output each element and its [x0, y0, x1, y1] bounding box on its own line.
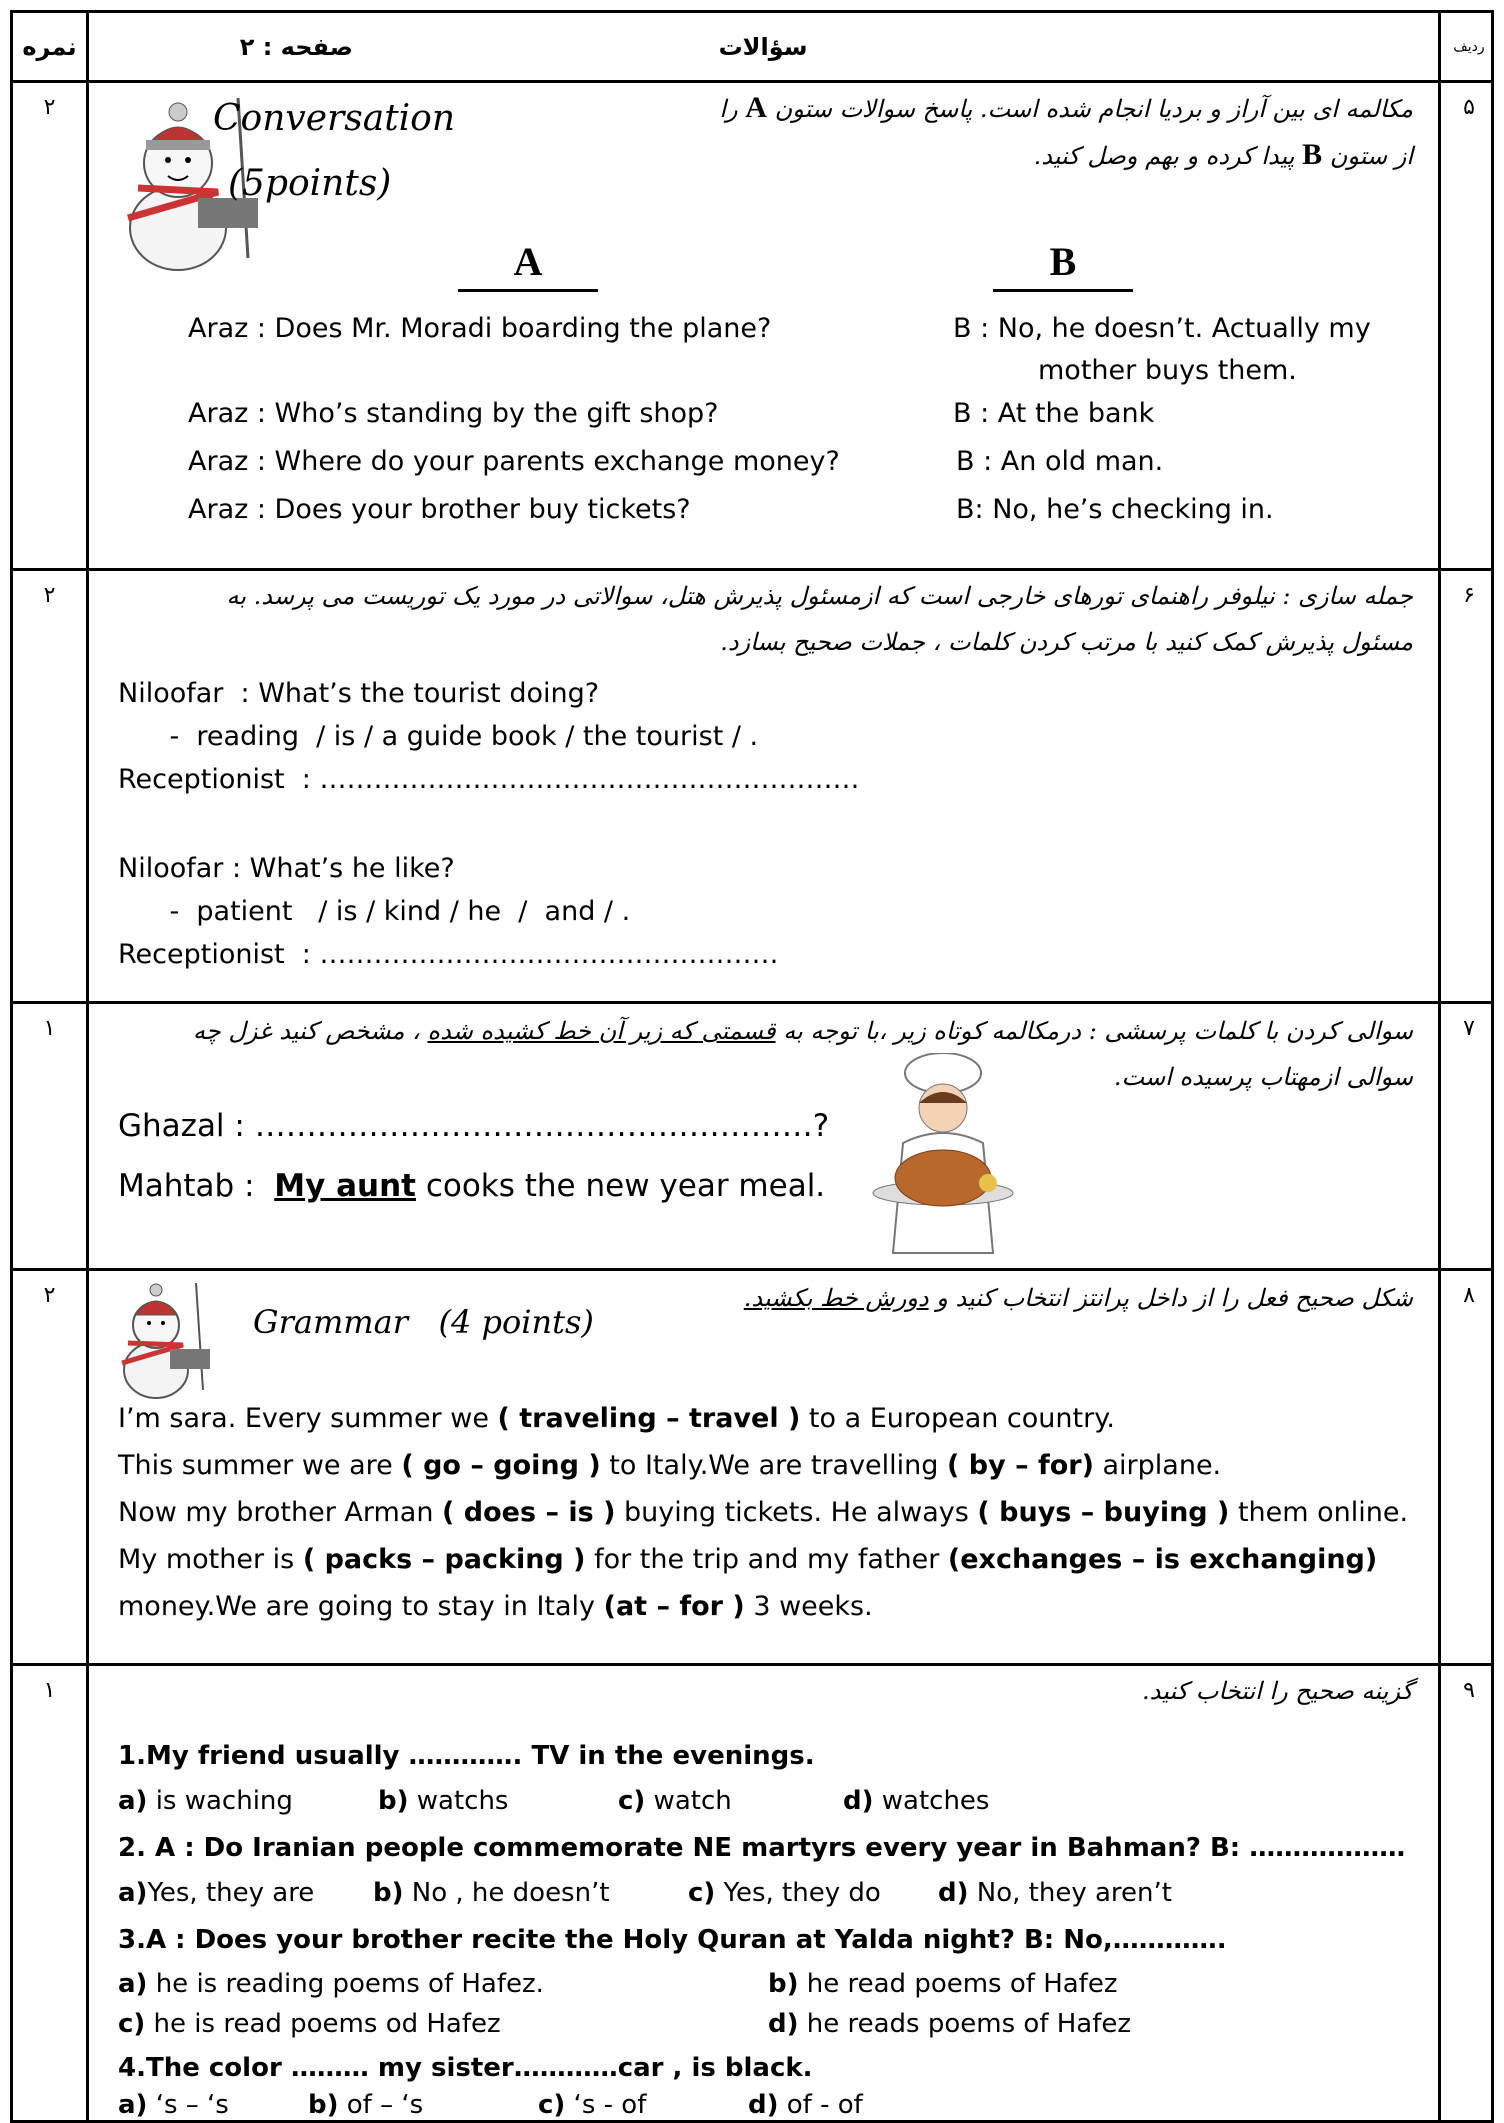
q8-instruction: شکل صحیح فعل را از داخل پرانتز انتخاب کنید و دورش خط بکشید.	[743, 1284, 1413, 1312]
column-a-heading: A	[458, 238, 598, 292]
score-header: نمره	[22, 32, 77, 61]
mcq-question: 1.My friend usually …………. TV in the evenings.	[118, 1741, 815, 1771]
column-b-item: B : At the bank	[953, 398, 1155, 429]
mcq-option[interactable]: d) No, they aren’t	[938, 1878, 1172, 1908]
mcq-option[interactable]: c) watch	[618, 1786, 732, 1816]
mcq-question: 4.The color ……… my sister…………car , is black.	[118, 2053, 813, 2083]
mcq-option[interactable]: d) of - of	[748, 2090, 863, 2120]
column-b-item: mother buys them.	[1038, 355, 1297, 386]
row-divider	[13, 568, 1491, 571]
mcq-option[interactable]: b) of – ‘s	[308, 2090, 424, 2120]
column-divider	[1438, 13, 1441, 2120]
q5-instruction: مکالمه ای بین آراز و بردیا انجام شده است. پاسخ سوالات ستون A را از ستون B پیدا کرده و بهم وصل کنید.	[719, 91, 1413, 171]
column-a-item: Araz : Does your brother buy tickets?	[188, 494, 691, 525]
q9-score: ۱	[43, 1678, 56, 1703]
mcq-option[interactable]: a) is waching	[118, 1786, 293, 1816]
mcq-option[interactable]: b) he read poems of Hafez	[768, 1969, 1118, 1999]
row-number-header: ردیف	[1453, 38, 1485, 55]
q9-instruction: گزینه صحیح را انتخاب کنید.	[1142, 1677, 1413, 1705]
mcq-option[interactable]: a) ‘s – ‘s	[118, 2090, 229, 2120]
q5-number: ۵	[1463, 95, 1475, 120]
mcq-option[interactable]: c) ‘s - of	[538, 2090, 647, 2120]
mcq-question: 3.A : Does your brother recite the Holy Quran at Yalda night? B: No,………….	[118, 1925, 1227, 1955]
q7-score: ۱	[43, 1016, 56, 1041]
q6-line: - patient / is / kind / he / and / .	[118, 896, 631, 927]
mcq-option[interactable]: d) watches	[843, 1786, 990, 1816]
mcq-option[interactable]: a)Yes, they are	[118, 1878, 315, 1908]
q6-line: Niloofar : What’s the tourist doing?	[118, 678, 600, 709]
q6-line: Niloofar : What’s he like?	[118, 853, 455, 884]
column-a-item: Araz : Who’s standing by the gift shop?	[188, 398, 719, 429]
mcq-option[interactable]: a) he is reading poems of Hafez.	[118, 1969, 544, 1999]
column-b-heading: B	[993, 238, 1133, 292]
q7-instruction: سوالی کردن با کلمات پرسشی : درمکالمه کوتاه زیر ،با توجه به قسمتی که زیر آن خط کشیده شده ، مشخص کنید غزل چه سوالی ازمهتاب پرسیده است.	[193, 1017, 1413, 1091]
page-number: صفحه : ۲	[239, 32, 353, 61]
column-b-item: B: No, he’s checking in.	[956, 494, 1274, 525]
mcq-option[interactable]: c) Yes, they do	[688, 1878, 881, 1908]
q6-line: - reading / is / a guide book / the tourist / .	[118, 721, 759, 752]
mahtab-answer: Mahtab : My aunt cooks the new year meal.	[118, 1168, 826, 1204]
grammar-line: My mother is ( packs – packing ) for the trip and my father (exchanges – is exchanging)	[118, 1544, 1378, 1575]
chef-illustration	[843, 1053, 1043, 1263]
grammar-line: Now my brother Arman ( does – is ) buying tickets. He always ( buys – buying ) them online.	[118, 1497, 1409, 1528]
q6-answer-line[interactable]: Receptionist : ……………………………………………	[118, 939, 779, 970]
q6-instruction: جمله سازی : نیلوفر راهنمای تورهای خارجی است که ازمسئول پذیرش هتل، سوالاتی در مورد یک توریست می پرسد. به مسئول پذیرش کمک کنید با مرتب کردن کلمات ، جملات صحیح بسازد.	[226, 582, 1413, 656]
row-divider	[13, 80, 1491, 83]
row-divider	[13, 1001, 1491, 1004]
column-a-item: Araz : Does Mr. Moradi boarding the plane?	[188, 313, 772, 344]
exam-sheet	[10, 10, 1494, 2123]
ghazal-question-line[interactable]: Ghazal : ………………………………………………?	[118, 1108, 830, 1144]
questions-header: سؤالات	[718, 32, 808, 61]
column-b-item: B : An old man.	[956, 446, 1164, 477]
q6-score: ۲	[43, 583, 56, 608]
row-divider	[13, 1663, 1491, 1666]
snowman-illustration	[108, 1275, 228, 1400]
grammar-line: money.We are going to stay in Italy (at – for ) 3 weeks.	[118, 1591, 873, 1622]
q7-number: ۷	[1463, 1016, 1475, 1041]
row-divider	[13, 1268, 1491, 1271]
mcq-option[interactable]: b) No , he doesn’t	[373, 1878, 610, 1908]
mcq-option[interactable]: d) he reads poems of Hafez	[768, 2009, 1132, 2039]
q6-answer-line[interactable]: Receptionist : ……………………………………………………	[118, 764, 860, 795]
q5-score: ۲	[43, 95, 56, 120]
mcq-question: 2. A : Do Iranian people commemorate NE martyrs every year in Bahman? B: ………………	[118, 1833, 1406, 1863]
column-a-item: Araz : Where do your parents exchange money?	[188, 446, 840, 477]
column-b-item: B : No, he doesn’t. Actually my	[953, 313, 1371, 344]
conversation-title: Conversation	[213, 98, 456, 139]
grammar-line: This summer we are ( go – going ) to Italy.We are travelling ( by – for) airplane.	[118, 1450, 1222, 1481]
q8-score: ۲	[43, 1283, 56, 1308]
q8-number: ۸	[1463, 1283, 1475, 1308]
grammar-title: Grammar (4 points)	[253, 1303, 594, 1341]
mcq-option[interactable]: c) he is read poems od Hafez	[118, 2009, 501, 2039]
grammar-line: I’m sara. Every summer we ( traveling – travel ) to a European country.	[118, 1403, 1115, 1434]
mcq-option[interactable]: b) watchs	[378, 1786, 509, 1816]
q9-number: ۹	[1463, 1678, 1475, 1703]
q6-number: ۶	[1463, 583, 1475, 608]
conversation-points: (5points)	[228, 163, 392, 204]
